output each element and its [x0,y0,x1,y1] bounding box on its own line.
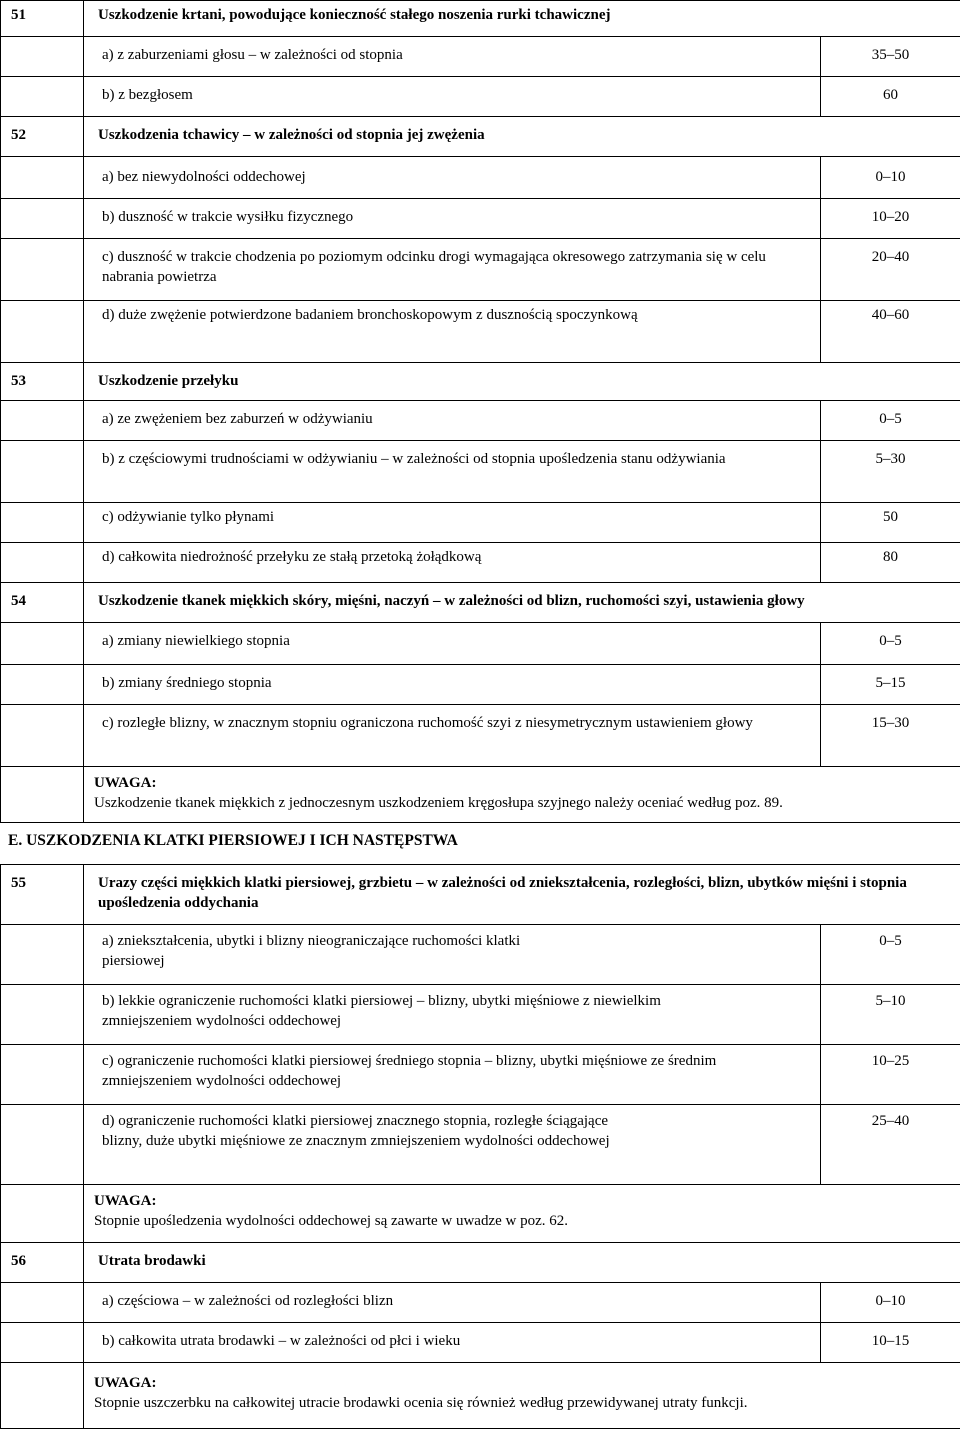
item-text: b) zmiany średniego stopnia [84,665,821,705]
item-text: a) ze zwężeniem bez zaburzeń w odżywianiu [84,401,821,441]
item-text: b) lekkie ograniczenie ruchomości klatki piersiowej – blizny, ubytki mięśniowe z niewielkim zmniejszeniem wydolności oddechowej [84,985,821,1045]
item-text: a) z zaburzeniami głosu – w zależności od stopnia [84,37,821,77]
row-title: Uszkodzenie krtani, powodujące konieczność stałego noszenia rurki tchawicznej [84,1,960,37]
item-text: a) częściowa – w zależności od rozległości blizn [84,1283,821,1323]
item-value: 35–50 [821,37,960,77]
row-title: Uszkodzenia tchawicy – w zależności od stopnia jej zwężenia [84,117,960,157]
row-number: 56 [1,1243,84,1283]
row-title: Utrata brodawki [84,1243,960,1283]
item-value: 5–10 [821,985,960,1045]
item-value: 25–40 [821,1105,960,1185]
note-text: Stopnie uszczerbku na całkowitej utracie brodawki ocenia się również według przewidywanej utraty funkcji. [94,1395,748,1411]
item-text: b) z bezgłosem [84,77,821,117]
row-title: Urazy części miękkich klatki piersiowej, grzbietu – w zależności od zniekształcenia, rozległości, blizn, ubytków mięśni i stopnia upośledzenia oddychania [84,865,960,925]
item-value: 80 [821,543,960,583]
row-number: 53 [1,363,84,401]
item-value: 0–5 [821,401,960,441]
item-text: d) ograniczenie ruchomości klatki piersiowej znacznego stopnia, rozległe ściągające blizny, duże ubytki mięśniowe ze znacznym zmniejszeniem wydolności oddechowej [84,1105,821,1185]
item-text: c) ograniczenie ruchomości klatki piersiowej średniego stopnia – blizny, ubytki mięśniowe ze średnim zmniejszeniem wydolności oddechowej [84,1045,821,1105]
item-text: d) całkowita niedrożność przełyku ze stałą przetoką żołądkową [84,543,821,583]
note-text: Stopnie upośledzenia wydolności oddechowej są zawarte w uwadze w poz. 62. [94,1213,569,1229]
item-text: a) zmiany niewielkiego stopnia [84,623,821,665]
note-heading: UWAGA: [94,1375,157,1391]
item-value: 20–40 [821,239,960,301]
item-value: 10–25 [821,1045,960,1105]
item-text: c) duszność w trakcie chodzenia po poziomym odcinku drogi wymagająca okresowego zatrzymania się w celu nabrania powietrza [84,239,821,301]
item-text: c) rozległe blizny, w znacznym stopniu ograniczona ruchomość szyi z niesymetrycznym ustawieniem głowy [84,705,821,767]
item-value: 5–15 [821,665,960,705]
section-title: E. USZKODZENIA KLATKI PIERSIOWEJ I ICH NASTĘPSTWA [8,832,458,849]
item-value: 0–5 [821,623,960,665]
row-title: Uszkodzenie przełyku [84,363,960,401]
row-number: 51 [1,1,84,37]
injury-table-2 [0,864,960,1429]
note-heading: UWAGA: [94,775,157,791]
item-text: b) duszność w trakcie wysiłku fizycznego [84,199,821,239]
row-number: 52 [1,117,84,157]
item-value: 0–10 [821,1283,960,1323]
item-value: 0–10 [821,157,960,199]
item-value: 50 [821,503,960,543]
item-value: 0–5 [821,925,960,985]
item-value: 10–20 [821,199,960,239]
item-text: b) całkowita utrata brodawki – w zależności od płci i wieku [84,1323,821,1363]
item-text: c) odżywianie tylko płynami [84,503,821,543]
item-value: 60 [821,77,960,117]
row-number: 55 [1,865,84,925]
item-value: 15–30 [821,705,960,767]
row-number: 54 [1,583,84,623]
item-text: a) bez niewydolności oddechowej [84,157,821,199]
item-text: b) z częściowymi trudnościami w odżywianiu – w zależności od stopnia upośledzenia stanu odżywiania [84,441,821,503]
row-title: Uszkodzenie tkanek miękkich skóry, mięśni, naczyń – w zależności od blizn, ruchomości szyi, ustawienia głowy [84,583,960,623]
item-text: a) zniekształcenia, ubytki i blizny nieograniczające ruchomości klatki piersiowej [84,925,821,985]
note-heading: UWAGA: [94,1193,157,1209]
item-value: 40–60 [821,301,960,363]
note-text: Uszkodzenie tkanek miękkich z jednoczesnym uszkodzeniem kręgosłupa szyjnego należy oceniać według poz. 89. [94,795,783,811]
item-value: 10–15 [821,1323,960,1363]
item-value: 5–30 [821,441,960,503]
item-text: d) duże zwężenie potwierdzone badaniem bronchoskopowym z dusznością spoczynkową [84,301,821,363]
